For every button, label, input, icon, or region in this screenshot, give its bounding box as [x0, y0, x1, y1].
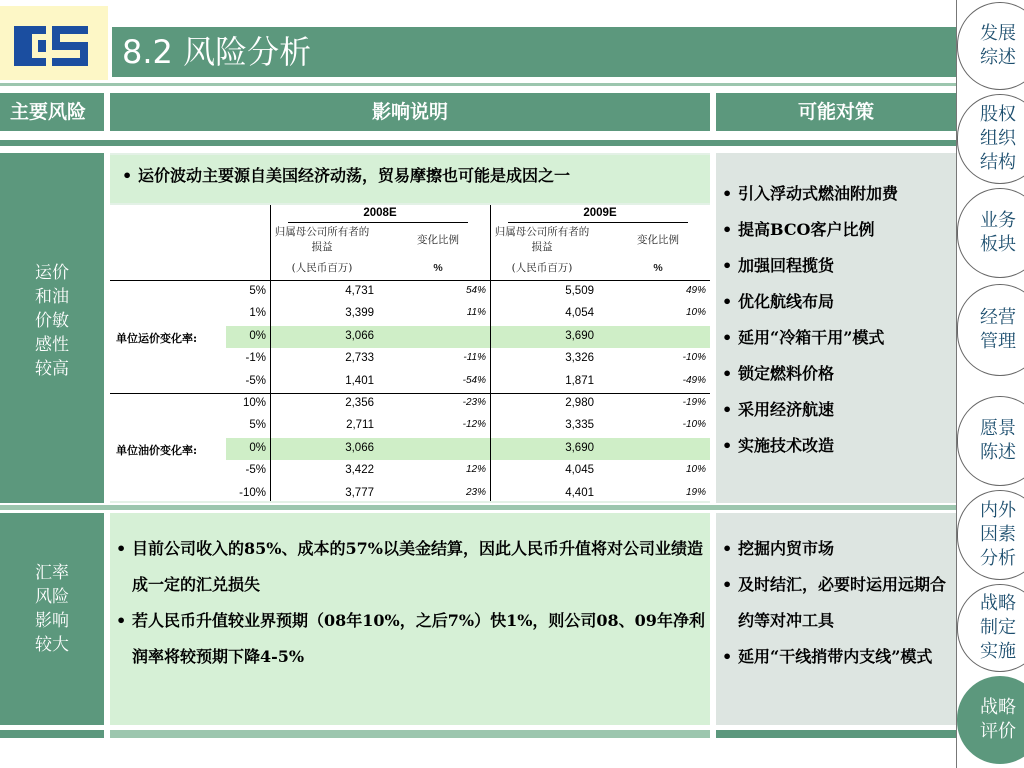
list-item: • 延用“冷箱干用”模式: [716, 320, 956, 356]
table-cell: -12%: [462, 419, 486, 431]
table-cell: -5%: [245, 464, 266, 477]
table-cell: -23%: [462, 397, 486, 408]
nav-label: 经营: [980, 307, 1016, 328]
table-cell: 49%: [685, 285, 706, 296]
table-cell: 10%: [242, 397, 266, 409]
nav-item-factor-analysis[interactable]: [957, 490, 1024, 580]
table-cell: -10%: [682, 419, 706, 431]
list-item: • 优化航线布局: [716, 284, 956, 320]
table-divider: [288, 222, 468, 223]
table-cell: -10%: [239, 486, 266, 499]
nav-label: 综述: [980, 47, 1016, 68]
nav-label: 评价: [980, 721, 1016, 742]
risk-label-line: 价敏: [35, 311, 69, 331]
nav-item-strategy-evaluation[interactable]: [957, 676, 1024, 764]
footer-divider: [110, 730, 710, 738]
table-divider: [110, 280, 710, 281]
table-cell: 2,711: [346, 419, 374, 432]
nav-label: 管理: [980, 331, 1016, 352]
table-divider: [110, 393, 710, 394]
nav-item-development[interactable]: [957, 2, 1024, 90]
table-cell: 3,422: [345, 464, 374, 477]
risk-label-line: 和油: [35, 287, 69, 307]
table-cell: 3,777: [345, 486, 374, 499]
nav-label: 内外: [980, 500, 1016, 521]
header-row-divider: [0, 140, 956, 146]
company-logo: [0, 6, 108, 80]
risk-label-line: 风险: [35, 587, 69, 607]
nav-item-equity-structure[interactable]: [957, 94, 1024, 184]
table-cell: 0%: [249, 441, 266, 454]
table-cell: -10%: [682, 352, 706, 364]
risk-label-line: 较大: [35, 635, 69, 655]
impact-text-freight: [110, 162, 710, 190]
nav-item-vision[interactable]: [957, 396, 1024, 486]
table-cell: 0%: [249, 329, 266, 342]
column-header-impact: 影响说明: [110, 93, 710, 131]
risk-exchange-rate: [0, 513, 104, 725]
table-cell: 3,690: [565, 329, 594, 342]
col-header-change: 变化比例: [417, 234, 459, 246]
list-item: • 延用“干线捎带内支线”模式: [716, 639, 956, 675]
nav-label: 制定: [980, 617, 1016, 638]
year-header: 2008E: [363, 207, 397, 219]
nav-label: 板块: [980, 234, 1016, 255]
list-item: • 若人民币升值较业界预期（08年10%，之后7%）快1%，则公司08、09年净利润率将较预期下降4-5%: [110, 603, 706, 675]
table-cell: 23%: [465, 486, 486, 498]
nav-label: 股权: [980, 104, 1016, 125]
table-cell: 2,733: [345, 352, 374, 365]
table-cell: -54%: [462, 374, 486, 386]
strategy-list-exchange: [716, 531, 956, 675]
list-item: • 提高BCO客户比例: [716, 212, 956, 248]
table-cell: -5%: [245, 374, 266, 387]
table-cell: 19%: [685, 486, 706, 498]
unit-label: (人民币百万): [511, 262, 573, 274]
nav-label: 分析: [980, 548, 1016, 569]
table-cell: -49%: [682, 374, 706, 386]
table-cell: 12%: [465, 464, 486, 476]
risk-label-line: 影响: [35, 611, 69, 631]
year-header: 2009E: [583, 207, 617, 219]
table-cell: 4,045: [565, 464, 594, 477]
group-label-freight: 单位运价变化率:: [116, 332, 198, 345]
col-header-equity: 归属母公司所有者的损益: [494, 226, 590, 253]
list-item: • 加强回程揽货: [716, 248, 956, 284]
footer-divider: [0, 730, 104, 738]
table-cell: -11%: [463, 352, 486, 364]
list-item: • 目前公司收入的85%、成本的57%以美金结算，因此人民币升值将对公司业绩造成一定的汇兑损失: [110, 531, 706, 603]
table-cell: 1,871: [565, 374, 594, 387]
col-header-equity: 归属母公司所有者的损益: [274, 226, 370, 253]
table-cell: 10%: [685, 464, 706, 476]
unit-label: %: [433, 262, 443, 274]
table-cell: 3,399: [345, 307, 374, 320]
impact-list-exchange: [110, 531, 706, 675]
nav-label: 因素: [980, 524, 1016, 545]
table-cell: 1,401: [345, 374, 374, 387]
nav-label: 战略: [980, 697, 1016, 718]
group-label-oil: 单位油价变化率:: [116, 444, 198, 457]
table-cell: 4,731: [345, 285, 374, 297]
table-cell: 3,690: [565, 441, 594, 454]
sensitivity-table: [110, 205, 710, 501]
list-item: • 实施技术改造: [716, 428, 956, 464]
list-item: • 采用经济航速: [716, 392, 956, 428]
list-item: • 运价波动主要源自美国经济动荡，贸易摩擦也可能是成因之一: [116, 162, 710, 190]
risk-label-line: 较高: [35, 359, 69, 379]
risk-label-line: 汇率: [35, 563, 69, 583]
risk-label-line: 运价: [35, 263, 69, 283]
list-item: • 引入浮动式燃油附加费: [716, 176, 956, 212]
nav-item-strategy-implementation[interactable]: [957, 584, 1024, 672]
table-cell: 3,326: [565, 352, 594, 365]
list-item: • 锁定燃料价格: [716, 356, 956, 392]
footer-divider: [716, 730, 956, 738]
table-cell: 10%: [685, 307, 706, 319]
risk-freight-oil: [0, 153, 104, 503]
table-cell: -1%: [245, 352, 266, 365]
nav-label: 战略: [980, 593, 1016, 614]
table-cell: 2,356: [345, 397, 374, 409]
logo-icon: [0, 6, 108, 80]
table-cell: 3,066: [345, 441, 374, 454]
table-cell: 3,066: [345, 329, 374, 342]
strategy-list-freight: [716, 176, 956, 464]
table-cell: 4,054: [565, 307, 594, 320]
table-cell: 2,980: [565, 397, 594, 409]
nav-item-business[interactable]: [957, 188, 1024, 278]
nav-label: 发展: [980, 23, 1016, 44]
nav-item-operations[interactable]: [957, 284, 1024, 376]
column-header-risk: 主要风险: [0, 93, 104, 131]
table-cell: -19%: [682, 397, 706, 408]
nav-label: 结构: [980, 152, 1016, 173]
nav-rail: [956, 0, 957, 768]
section-divider: [0, 505, 956, 510]
nav-label: 组织: [980, 128, 1016, 149]
nav-label: 实施: [980, 641, 1016, 662]
table-cell: 5%: [249, 419, 266, 432]
nav-label: 业务: [980, 210, 1016, 231]
table-cell: 1%: [249, 307, 266, 320]
page-title: 8.2 风险分析: [122, 33, 312, 71]
header-divider: [0, 83, 956, 86]
list-item: • 挖掘内贸市场: [716, 531, 956, 567]
unit-label: (人民币百万): [291, 262, 353, 274]
nav-label: 愿景: [980, 418, 1016, 439]
table-cell: 11%: [466, 307, 486, 319]
table-cell: 4,401: [565, 486, 594, 499]
list-item: • 及时结汇，必要时运用远期合约等对冲工具: [716, 567, 956, 639]
risk-label-line: 感性: [35, 335, 69, 355]
column-header-strategy: 可能对策: [716, 93, 956, 131]
table-cell: 3,335: [565, 419, 594, 432]
table-divider: [508, 222, 688, 223]
unit-label: %: [653, 262, 663, 274]
table-cell: 5,509: [565, 285, 594, 297]
table-cell: 5%: [249, 285, 266, 297]
nav-label: 陈述: [980, 442, 1016, 463]
col-header-change: 变化比例: [637, 234, 679, 246]
table-cell: 54%: [465, 285, 486, 296]
